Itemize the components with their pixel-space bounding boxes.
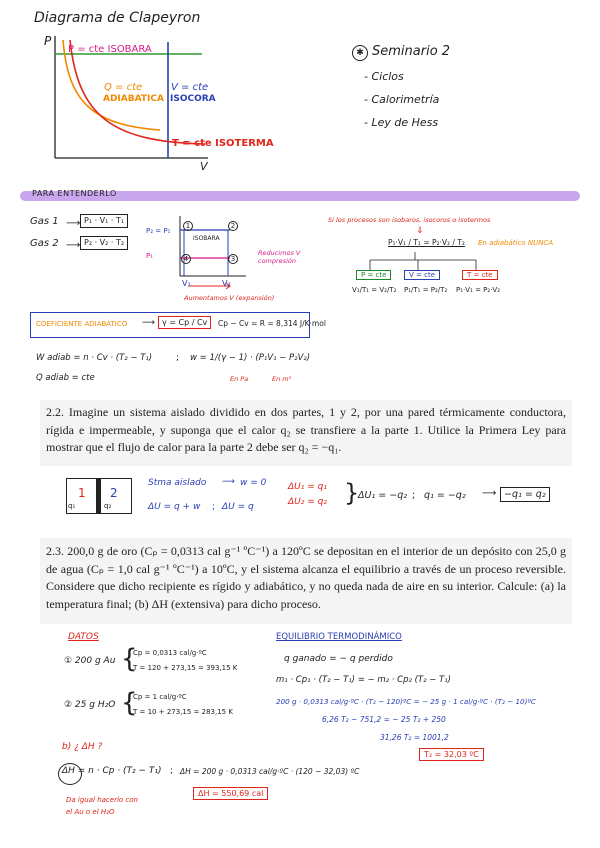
problem-2-3 [40, 538, 572, 624]
diagram-title: Diagrama de Clapeyron [34, 10, 201, 26]
p-cte-box: P = cte [356, 270, 391, 280]
axis-v-label: V [200, 160, 208, 173]
section-band [20, 191, 580, 201]
adiabatic-note: En adiabático NUNCA [478, 239, 554, 247]
process-heading: Si los procesos son isobaros, isocoros o isotermos [328, 216, 491, 224]
w-adiab-formula: W adiab = n · Cv · (T₂ − T₁) [36, 353, 153, 363]
eq-linear: 31,26 T₂ = 1001,2 [380, 733, 449, 742]
separator: ; [176, 353, 180, 363]
axis-p-label: P [44, 34, 52, 48]
section-band-label: PARA ENTENDERLO [32, 189, 117, 198]
t-cte-box: T = cte [462, 270, 498, 280]
gas2-label: Gas 2 [30, 238, 59, 249]
stma-aislado: Stma aislado [148, 478, 207, 488]
adiabatica-label-1: Q = cte [104, 82, 143, 93]
process-general-formula: P₁·V₁ / T₁ = P₂·V₂ / T₂ [388, 238, 465, 247]
isoterma-label: T = cte ISOTERMA [172, 138, 274, 149]
q2-label: q₂ [104, 502, 112, 510]
coef-label: COEFICIENTE ADIABÁTICO [36, 320, 128, 328]
h2o-cp: Cp = 1 cal/g·ºC [133, 693, 187, 701]
gas1-label: Gas 1 [30, 216, 59, 227]
mini-v2-label: V₂ [222, 279, 231, 288]
isocora-label-2: ISOCORA [170, 94, 216, 104]
adiabatica-label-2: ADIABATICA [103, 94, 164, 104]
problem-2-2 [40, 400, 572, 466]
part1-label: 1 [78, 486, 86, 500]
eq-general: m₁ · Cp₁ · (T₂ − T₁) = − m₂ · Cp₂ (T₂ − T₁) [276, 675, 451, 685]
au-t: T = 120 + 273,15 = 393,15 K [133, 664, 238, 672]
coef-relation: Cp − Cv = R = 8,314 J/K·mol [218, 319, 326, 328]
arrow-icon: ⟶ [66, 218, 81, 229]
separator: ; [212, 502, 216, 512]
wall-divider [96, 478, 101, 513]
v-cte-box: V = cte [404, 270, 440, 280]
t-cte-formula: P₁·V₁ = P₂·V₂ [456, 286, 501, 294]
brace-icon: { [121, 688, 138, 718]
dh-result: ΔH = 550,69 cal [193, 787, 268, 800]
arrow-icon: ⟶ [222, 477, 235, 487]
seminario-item: - Calorimetría [364, 93, 440, 106]
seminario-title: Seminario 2 [372, 44, 451, 59]
seminario-item: - Ciclos [364, 70, 404, 83]
w-formula: w = 1/(γ − 1) · (P₁V₁ − P₂V₂) [190, 353, 311, 363]
separator: ; [170, 766, 174, 776]
asterisk-icon: ✱ [352, 45, 368, 61]
mini-p2p1-label: P₂ = P₁ [146, 227, 171, 235]
p-cte-formula: V₁/T₁ = V₂/T₂ [352, 286, 397, 294]
du-formula: ΔU = q + w [148, 502, 201, 512]
arrow-icon: ⟶ [142, 318, 155, 328]
dh-note: Da igual hacerlo con el Au o el H₂O [66, 796, 138, 816]
q-adiab: Q adiab = cte [36, 373, 95, 383]
eq-substituted: 200 g · 0,0313 cal/g·ºC · (T₂ − 120)ºC = − 25 g · 1 cal/g·ºC · (T₂ − 10)ºC [276, 697, 536, 706]
brace-icon: } [344, 479, 360, 507]
isocora-label-1: V = cte [171, 82, 209, 93]
du1-q1: ΔU₁ = q₁ [288, 482, 327, 492]
final-temperature: T₂ = 32,03 ºC [419, 748, 484, 761]
arrow-icon: ⟶ [66, 240, 81, 251]
eq-simplified: 6,26 T₂ − 751,2 = − 25 T₂ + 250 [322, 715, 446, 724]
brace-icon: { [121, 644, 138, 674]
mini-expansion-note: Aumentamos V (expansión) [184, 294, 275, 302]
eq-q-ganado: q ganado = − q perdido [284, 654, 393, 664]
v-cte-formula: P₁/T₁ = P₂/T₂ [404, 286, 448, 294]
arrow-icon: ⟶ [482, 488, 497, 499]
h2o-label: ② 25 g H₂O [64, 700, 116, 710]
en-m3-note: En m³ [272, 375, 292, 383]
dh-calc: ΔH = 200 g · 0,0313 cal/g·ºC · (120 − 32,03) ºC [180, 767, 360, 776]
mini-point-3: 3 [228, 254, 238, 264]
au-cp: Cp = 0,0313 cal/g·ºC [133, 649, 207, 657]
part-b-label: b) ¿ ΔH ? [62, 742, 103, 752]
separator: ; [412, 490, 416, 501]
gas2-box: P₂ · V₂ · T₂ [80, 236, 128, 250]
result-du: ΔU₁ = −q₂ [358, 490, 408, 501]
gas1-box: P₁ · V₁ · T₁ [80, 214, 128, 228]
datos-heading: DATOS [68, 632, 99, 642]
result-q: q₁ = −q₂ [424, 490, 466, 501]
result-final: −q₁ = q₂ [500, 487, 550, 502]
au-label: ① 200 g Au [64, 656, 116, 666]
mini-point-1: 1 [183, 221, 193, 231]
mini-point-2: 2 [228, 221, 238, 231]
gamma-formula: γ = Cp / Cv [158, 316, 211, 329]
arrow-down-icon: ⇓ [416, 226, 424, 236]
du-q: ΔU = q [222, 502, 254, 512]
mini-p1-label: P₁ [146, 252, 154, 260]
problem-2-2-text: 2.2. Imagine un sistema aislado dividido en dos partes, 1 y 2, por una pared térmicamente conductora, rígida e impermeable, y suponga que el calor q₂ se transfiere a la parte 1. Utilice la Primera Ley para mostrar que el flujo de calor para la parte 2 debe ser q₂ = −q₁. [46, 405, 566, 454]
mini-point-4: 4 [181, 254, 191, 264]
q1-label: q₁ [68, 502, 76, 510]
du2-q2: ΔU₂ = q₂ [288, 497, 327, 507]
en-pa-note: En Pa [230, 375, 249, 383]
mini-isobara-label: ISOBARA [193, 235, 220, 242]
part2-label: 2 [110, 486, 118, 500]
h2o-t: T = 10 + 273,15 = 283,15 K [133, 708, 233, 716]
isobara-label: P = cte ISOBARA [68, 44, 152, 55]
mini-reduce-note: Reducimos V compresión [258, 249, 301, 265]
problem-2-3-text: 2.3. 200,0 g de oro (Cₚ = 0,0313 cal g⁻¹ ºC⁻¹) a 120ºC se depositan en el interior de un depósito con 25,0 g de agua (Cₚ = 1,0 cal g⁻¹ ºC⁻¹) a 10ºC, y el sistema alcanza el equilibrio a través de un proceso reversible. Considere que dicho recipiente es rígido y adiabático, y no queda nada de aire en su interior. Calcule: (a) la temperatura final; (b) ΔH (extensiva) para dicho proceso. [46, 544, 566, 611]
w-zero: w = 0 [240, 478, 267, 488]
equilibrio-heading: EQUILIBRIO TERMODINÁMICO [276, 632, 402, 642]
dh-formula: ΔH = n · Cp · (T₂ − T₁) [62, 766, 162, 776]
mini-v1-label: V₁ [182, 279, 191, 288]
seminario-item: - Ley de Hess [364, 116, 439, 129]
process-tree-lines [350, 252, 500, 272]
